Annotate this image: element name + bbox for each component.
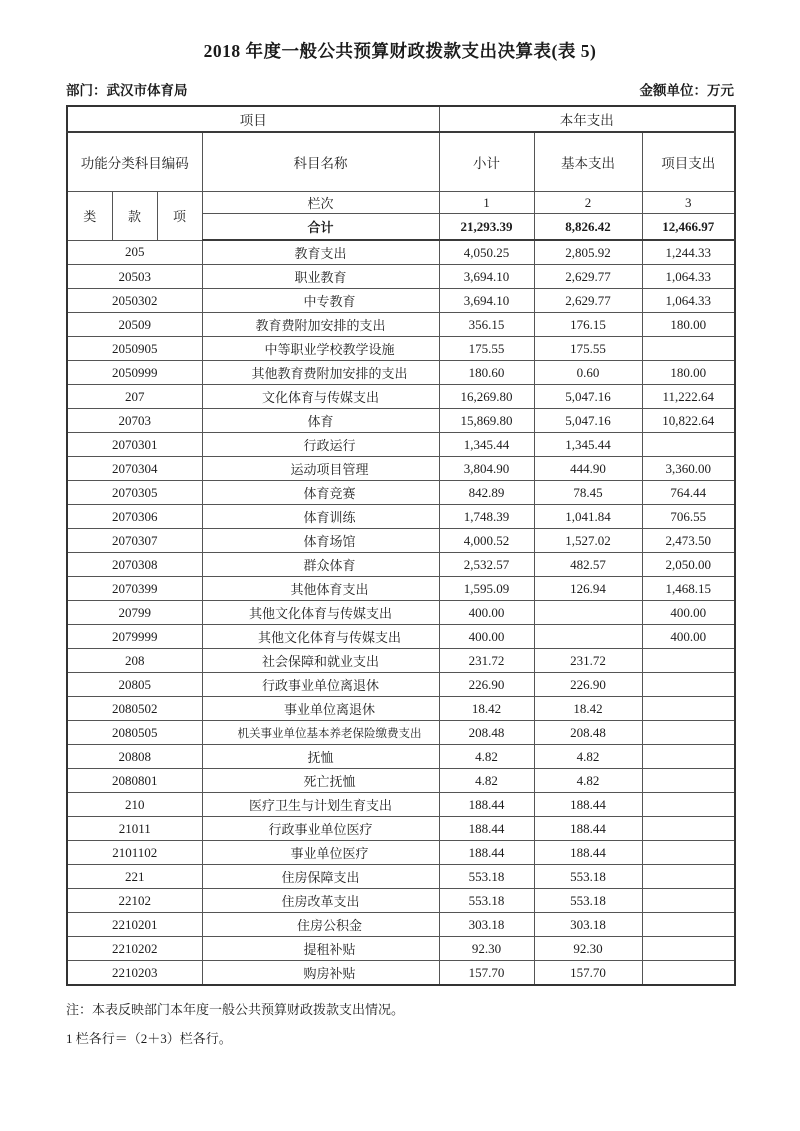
- row-basic: 5,047.16: [534, 385, 642, 409]
- row-name: 事业单位离退休: [202, 697, 439, 721]
- table-row: [67, 265, 735, 289]
- row-subtotal: 4,050.25: [439, 240, 534, 265]
- row-project: [642, 697, 735, 721]
- row-code: 22102: [67, 889, 202, 913]
- row-subtotal: 188.44: [439, 841, 534, 865]
- row-code: 2080801: [67, 769, 202, 793]
- column-index-1: 1: [439, 192, 534, 214]
- row-basic: 175.55: [534, 337, 642, 361]
- row-code: 2210201: [67, 913, 202, 937]
- row-basic: 4.82: [534, 745, 642, 769]
- row-basic: 303.18: [534, 913, 642, 937]
- total-project: 12,466.97: [642, 214, 735, 241]
- row-name: 购房补贴: [202, 961, 439, 986]
- header-subtotal: 小计: [439, 132, 534, 192]
- row-project: [642, 961, 735, 986]
- row-basic: 5,047.16: [534, 409, 642, 433]
- row-name: 行政运行: [202, 433, 439, 457]
- row-name: 行政事业单位离退休: [202, 673, 439, 697]
- table-row: [67, 865, 735, 889]
- row-project: 180.00: [642, 361, 735, 385]
- row-basic: 188.44: [534, 817, 642, 841]
- table-row: [67, 289, 735, 313]
- row-code: 2079999: [67, 625, 202, 649]
- row-project: 2,473.50: [642, 529, 735, 553]
- department-label: 部门：武汉市体育局: [66, 83, 188, 98]
- row-project: 11,222.64: [642, 385, 735, 409]
- row-project: 2,050.00: [642, 553, 735, 577]
- header-group-row: [67, 106, 735, 132]
- header-class: 类: [67, 192, 112, 241]
- table-row: [67, 961, 735, 986]
- row-code: 2070307: [67, 529, 202, 553]
- table-row: [67, 625, 735, 649]
- header-subject-name: 科目名称: [202, 132, 439, 192]
- row-basic: 2,629.77: [534, 289, 642, 313]
- row-subtotal: 400.00: [439, 601, 534, 625]
- row-subtotal: 3,694.10: [439, 265, 534, 289]
- row-code: 2050905: [67, 337, 202, 361]
- table-row: [67, 577, 735, 601]
- row-code: 21011: [67, 817, 202, 841]
- row-subtotal: 553.18: [439, 889, 534, 913]
- header-section: 款: [112, 192, 157, 241]
- row-project: [642, 721, 735, 745]
- row-project: 706.55: [642, 505, 735, 529]
- row-name: 中等职业学校教学设施: [202, 337, 439, 361]
- row-subtotal: 356.15: [439, 313, 534, 337]
- row-basic: 0.60: [534, 361, 642, 385]
- row-project: [642, 745, 735, 769]
- row-name: 体育: [202, 409, 439, 433]
- row-code: 20703: [67, 409, 202, 433]
- row-code: 221: [67, 865, 202, 889]
- table-row: [67, 240, 735, 265]
- row-project: [642, 769, 735, 793]
- table-row: [67, 769, 735, 793]
- column-index-3: 3: [642, 192, 735, 214]
- row-subtotal: 175.55: [439, 337, 534, 361]
- row-code: 2070308: [67, 553, 202, 577]
- row-project: 764.44: [642, 481, 735, 505]
- table-row: [67, 337, 735, 361]
- row-subtotal: 2,532.57: [439, 553, 534, 577]
- row-project: [642, 649, 735, 673]
- row-name: 医疗卫生与计划生育支出: [202, 793, 439, 817]
- row-subtotal: 1,345.44: [439, 433, 534, 457]
- row-name: 体育训练: [202, 505, 439, 529]
- row-name: 机关事业单位基本养老保险缴费支出: [202, 721, 439, 745]
- header-item: 项: [157, 192, 202, 241]
- row-subtotal: 400.00: [439, 625, 534, 649]
- row-project: [642, 337, 735, 361]
- row-code: 2070305: [67, 481, 202, 505]
- table-row: [67, 385, 735, 409]
- row-code: 205: [67, 240, 202, 265]
- row-basic: 2,805.92: [534, 240, 642, 265]
- row-project: 1,064.33: [642, 289, 735, 313]
- row-code: 210: [67, 793, 202, 817]
- column-index-2: 2: [534, 192, 642, 214]
- row-subtotal: 15,869.80: [439, 409, 534, 433]
- row-name: 提租补贴: [202, 937, 439, 961]
- row-project: 1,064.33: [642, 265, 735, 289]
- row-basic: 78.45: [534, 481, 642, 505]
- table-row: [67, 529, 735, 553]
- row-code: 2210202: [67, 937, 202, 961]
- row-name: 运动项目管理: [202, 457, 439, 481]
- footnotes: [66, 999, 800, 1047]
- row-basic: 92.30: [534, 937, 642, 961]
- row-subtotal: 92.30: [439, 937, 534, 961]
- row-project: [642, 673, 735, 697]
- column-index-label: 栏次: [202, 192, 439, 214]
- row-basic: 231.72: [534, 649, 642, 673]
- header-current-year-group: 本年支出: [439, 106, 735, 132]
- row-basic: 188.44: [534, 841, 642, 865]
- row-subtotal: 303.18: [439, 913, 534, 937]
- table-row: [67, 889, 735, 913]
- row-code: 2070306: [67, 505, 202, 529]
- total-label: 合计: [202, 214, 439, 241]
- row-basic: 482.57: [534, 553, 642, 577]
- row-project: 3,360.00: [642, 457, 735, 481]
- row-basic: 208.48: [534, 721, 642, 745]
- row-subtotal: 188.44: [439, 793, 534, 817]
- header-columns-row: [67, 132, 735, 192]
- row-project: [642, 889, 735, 913]
- row-name: 住房公积金: [202, 913, 439, 937]
- row-project: [642, 865, 735, 889]
- row-basic: 1,345.44: [534, 433, 642, 457]
- table-row: [67, 313, 735, 337]
- table-header: [67, 106, 735, 240]
- row-project: [642, 841, 735, 865]
- row-name: 群众体育: [202, 553, 439, 577]
- row-basic: 188.44: [534, 793, 642, 817]
- column-index-row: [67, 192, 735, 214]
- note-line-1: 注：本表反映部门本年度一般公共预算财政拨款支出情况。: [66, 1002, 405, 1017]
- row-subtotal: 4.82: [439, 769, 534, 793]
- table-row: [67, 601, 735, 625]
- row-basic: 553.18: [534, 865, 642, 889]
- row-subtotal: 553.18: [439, 865, 534, 889]
- row-name: 教育支出: [202, 240, 439, 265]
- row-name: 文化体育与传媒支出: [202, 385, 439, 409]
- row-subtotal: 226.90: [439, 673, 534, 697]
- header-basic-expenditure: 基本支出: [534, 132, 642, 192]
- table-row: [67, 817, 735, 841]
- table-row: [67, 721, 735, 745]
- row-subtotal: 18.42: [439, 697, 534, 721]
- row-subtotal: 1,748.39: [439, 505, 534, 529]
- header-project-expenditure: 项目支出: [642, 132, 735, 192]
- table-row: [67, 361, 735, 385]
- row-name: 体育竞赛: [202, 481, 439, 505]
- row-code: 2210203: [67, 961, 202, 986]
- row-basic: 553.18: [534, 889, 642, 913]
- row-project: 1,244.33: [642, 240, 735, 265]
- row-subtotal: 157.70: [439, 961, 534, 986]
- row-subtotal: 16,269.80: [439, 385, 534, 409]
- row-code: 2050999: [67, 361, 202, 385]
- row-basic: 176.15: [534, 313, 642, 337]
- table-row: [67, 913, 735, 937]
- table-row: [67, 937, 735, 961]
- note-line-2: 1 栏各行＝（2＋3）栏各行。: [66, 1031, 232, 1046]
- row-project: 10,822.64: [642, 409, 735, 433]
- row-basic: [534, 601, 642, 625]
- row-subtotal: 231.72: [439, 649, 534, 673]
- row-name: 住房改革支出: [202, 889, 439, 913]
- row-project: 180.00: [642, 313, 735, 337]
- table-row: [67, 433, 735, 457]
- row-name: 体育场馆: [202, 529, 439, 553]
- table-row: [67, 505, 735, 529]
- row-project: [642, 433, 735, 457]
- row-basic: 2,629.77: [534, 265, 642, 289]
- row-name: 抚恤: [202, 745, 439, 769]
- row-code: 2080502: [67, 697, 202, 721]
- row-subtotal: 180.60: [439, 361, 534, 385]
- budget-table: [66, 105, 736, 986]
- row-name: 住房保障支出: [202, 865, 439, 889]
- table-row: [67, 457, 735, 481]
- total-subtotal: 21,293.39: [439, 214, 534, 241]
- row-subtotal: 3,694.10: [439, 289, 534, 313]
- row-code: 20503: [67, 265, 202, 289]
- row-basic: [534, 625, 642, 649]
- row-subtotal: 4,000.52: [439, 529, 534, 553]
- row-name: 职业教育: [202, 265, 439, 289]
- row-name: 中专教育: [202, 289, 439, 313]
- table-row: [67, 673, 735, 697]
- row-name: 教育费附加安排的支出: [202, 313, 439, 337]
- row-code: 20808: [67, 745, 202, 769]
- row-subtotal: 1,595.09: [439, 577, 534, 601]
- table-row: [67, 481, 735, 505]
- table-row: [67, 409, 735, 433]
- row-name: 其他体育支出: [202, 577, 439, 601]
- row-basic: 18.42: [534, 697, 642, 721]
- total-basic: 8,826.42: [534, 214, 642, 241]
- unit-label: 金额单位：万元: [639, 83, 734, 98]
- row-name: 死亡抚恤: [202, 769, 439, 793]
- header-function-code: 功能分类科目编码: [67, 132, 202, 192]
- row-name: 其他教育费附加安排的支出: [202, 361, 439, 385]
- row-name: 事业单位医疗: [202, 841, 439, 865]
- row-basic: 226.90: [534, 673, 642, 697]
- row-code: 2050302: [67, 289, 202, 313]
- table-row: [67, 745, 735, 769]
- row-basic: 126.94: [534, 577, 642, 601]
- row-basic: 1,527.02: [534, 529, 642, 553]
- table-row: [67, 649, 735, 673]
- row-code: 20509: [67, 313, 202, 337]
- table-row: [67, 553, 735, 577]
- row-code: 20799: [67, 601, 202, 625]
- table-row: [67, 841, 735, 865]
- row-name: 行政事业单位医疗: [202, 817, 439, 841]
- row-subtotal: 188.44: [439, 817, 534, 841]
- row-code: 2070301: [67, 433, 202, 457]
- row-code: 2080505: [67, 721, 202, 745]
- header-project-group: 项目: [67, 106, 439, 132]
- row-project: 400.00: [642, 625, 735, 649]
- row-project: [642, 937, 735, 961]
- table-body: [67, 240, 735, 985]
- row-code: 2070304: [67, 457, 202, 481]
- row-name: 社会保障和就业支出: [202, 649, 439, 673]
- row-basic: 1,041.84: [534, 505, 642, 529]
- row-project: 400.00: [642, 601, 735, 625]
- row-name: 其他文化体育与传媒支出: [202, 601, 439, 625]
- row-subtotal: 208.48: [439, 721, 534, 745]
- page-title: 2018 年度一般公共预算财政拨款支出决算表(表 5): [203, 41, 597, 61]
- row-code: 20805: [67, 673, 202, 697]
- row-project: 1,468.15: [642, 577, 735, 601]
- row-code: 208: [67, 649, 202, 673]
- row-basic: 4.82: [534, 769, 642, 793]
- table-row: [67, 697, 735, 721]
- row-subtotal: 3,804.90: [439, 457, 534, 481]
- row-project: [642, 817, 735, 841]
- row-project: [642, 793, 735, 817]
- row-basic: 157.70: [534, 961, 642, 986]
- row-project: [642, 913, 735, 937]
- row-basic: 444.90: [534, 457, 642, 481]
- table-row: [67, 793, 735, 817]
- row-name: 其他文化体育与传媒支出: [202, 625, 439, 649]
- row-subtotal: 842.89: [439, 481, 534, 505]
- row-code: 207: [67, 385, 202, 409]
- subheader: [66, 79, 734, 99]
- row-subtotal: 4.82: [439, 745, 534, 769]
- row-code: 2070399: [67, 577, 202, 601]
- row-code: 2101102: [67, 841, 202, 865]
